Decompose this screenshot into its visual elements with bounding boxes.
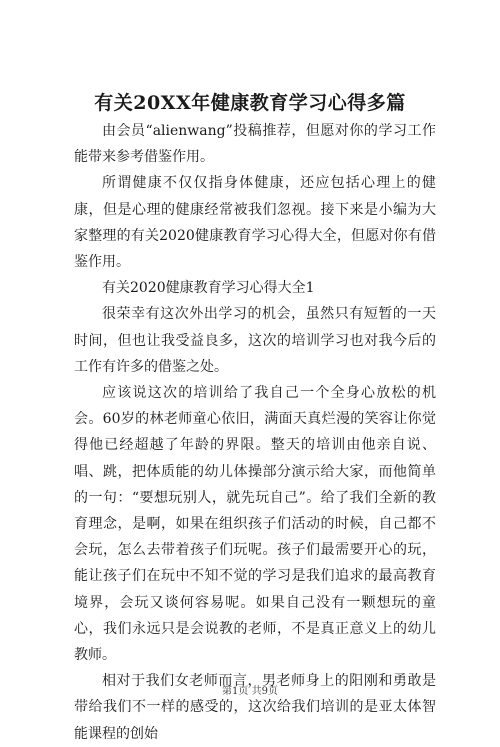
paragraph-summary: 所谓健康不仅仅指身体健康，还应包括心理上的健康，但是心理的健康经常被我们忽视。接下来是小编为大家整理的有关2020健康教育学习心得大全，但愿对你有借鉴作用。	[74, 175, 436, 271]
page-number-footer: 第1页 共9页	[222, 686, 278, 697]
section-heading: 有关2020健康教育学习心得大全1	[102, 280, 315, 297]
document-title: 有关20XX年健康教育学习心得多篇	[94, 92, 406, 114]
paragraph-body: 应该说这次的培训给了我自己一个全身心放松的机会。60岁的林老师童心依旧，满面天真烂漫的笑容让你觉得他已经超越了年龄的界限。整天的培训由他亲自说、唱、跳，把体质能的幼儿体操部分演示给大家，而他简单的一句：“要想玩别人，就先玩自己”。给了我们全新的教育理念，是啊，如果在组织孩子们活动的时候，自己都不会玩，怎么去带着孩子们玩呢。孩子们最需要开心的玩，能让孩子们在玩中不知不觉的学习是我们追求的最高教育境界，会玩又谈何容易呢。如果自己没有一颗想玩的童心，我们永远只是会说教的老师，不是真正意义上的幼儿教师。	[74, 385, 436, 664]
paragraph-intro: 由会员“alienwang”投稿推荐，但愿对你的学习工作能带来参考借鉴作用。	[74, 123, 436, 166]
paragraph-body: 相对于我们女老师而言，男老师身上的阳刚和勇敢是带给我们不一样的感受的，这次给我们培训的是亚太体智能课程的创始	[74, 673, 436, 742]
document-body	[74, 118, 436, 747]
paragraph-body: 很荣幸有这次外出学习的机会，虽然只有短暂的一天时间，但也让我受益良多，这次的培训学习也对我今后的工作有许多的借鉴之处。	[74, 306, 436, 375]
